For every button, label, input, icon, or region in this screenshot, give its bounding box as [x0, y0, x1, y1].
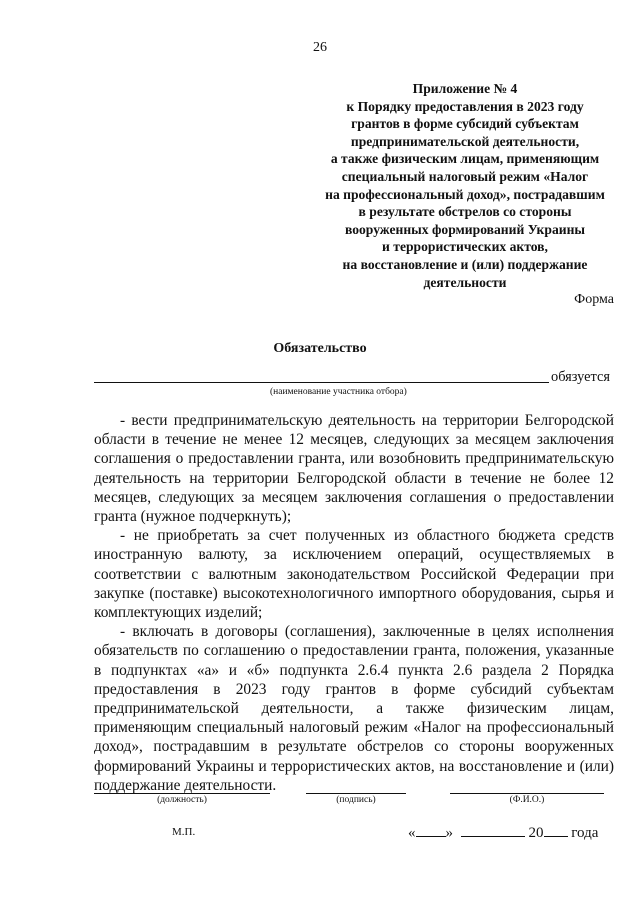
- obligation-paragraph: - включать в договоры (соглашения), заключенные в целях исполнения обязательств по соглашению о предоставлении гранта, положения, указанные в подпунктах «а» и «б» подпункта 2.6.4 пункта 2.6 раздела 2 Порядка предоставления в 2023 году грантов в форме субсидий субъектам предпринимательской деятельности, а также физическим лицам, применяющим специальный налоговый режим «Налог на профессиональный доход», пострадавшим в результате обстрелов со стороны вооруженных формирований Украины и террористических актов, на восстановление и (или) поддержание деятельности.: [94, 623, 614, 794]
- appendix-line: к Порядку предоставления в 2023 году: [346, 98, 584, 114]
- form-label: Форма: [574, 292, 614, 307]
- appendix-line: и террористических актов,: [382, 239, 548, 255]
- position-caption: (должность): [157, 795, 207, 805]
- appendix-header: [300, 80, 630, 291]
- appendix-line: Приложение № 4: [412, 81, 518, 96]
- participant-name-field[interactable]: [94, 382, 549, 383]
- year-field[interactable]: [544, 823, 568, 837]
- year-prefix: 20: [528, 825, 544, 841]
- page-number: 26: [313, 40, 327, 55]
- position-field[interactable]: [94, 793, 270, 794]
- obligation-paragraph: - вести предпринимательскую деятельность на территории Белгородской области в течение не менее 12 месяцев, следующих за месяцем заключения соглашения о предоставлении гранта, или возобновить предпринимательскую деятельность на территории Белгородской области в течение не более 12 месяцев, следующих за месяцем заключения соглашения о предоставлении гранта (нужное подчеркнуть);: [94, 412, 614, 526]
- date-row: [408, 823, 598, 842]
- date-open-quote: «: [408, 825, 416, 841]
- document-title: Обязательство: [273, 341, 367, 356]
- month-field[interactable]: [461, 823, 525, 837]
- date-close-quote: »: [445, 825, 453, 841]
- signature-field[interactable]: [306, 793, 406, 794]
- obligation-body: [94, 411, 614, 795]
- full-name-caption: (Ф.И.О.): [509, 795, 545, 805]
- appendix-line: на профессиональный доход», пострадавшим: [325, 186, 605, 202]
- year-suffix: года: [571, 825, 599, 841]
- appendix-line: деятельности: [423, 274, 507, 290]
- signature-caption: (подпись): [336, 795, 376, 805]
- appendix-line: на восстановление и (или) поддержание: [342, 256, 588, 272]
- obliged-word: обязуется: [551, 369, 611, 385]
- obligation-paragraph: - не приобретать за счет полученных из областного бюджета средств иностранную валюту, за исключением операций, осуществляемых в соответствии с валютным законодательством Российской Федерации при закупке (поставке) высокотехнологичного импортного оборудования, сырья и комплектующих изделий;: [94, 527, 614, 622]
- day-field[interactable]: [416, 823, 446, 837]
- stamp-label: М.П.: [172, 826, 196, 838]
- appendix-line: а также физическим лицам, применяющим: [330, 151, 600, 167]
- appendix-line: вооруженных формирований Украины: [344, 221, 586, 237]
- appendix-line: грантов в форме субсидий субъектам: [351, 116, 579, 132]
- appendix-line: в результате обстрелов со стороны: [358, 204, 572, 220]
- full-name-field[interactable]: [450, 793, 604, 794]
- appendix-line: предпринимательской деятельности,: [350, 133, 580, 149]
- appendix-line: специальный налоговый режим «Налог: [341, 168, 589, 184]
- participant-caption: (наименование участника отбора): [270, 387, 407, 397]
